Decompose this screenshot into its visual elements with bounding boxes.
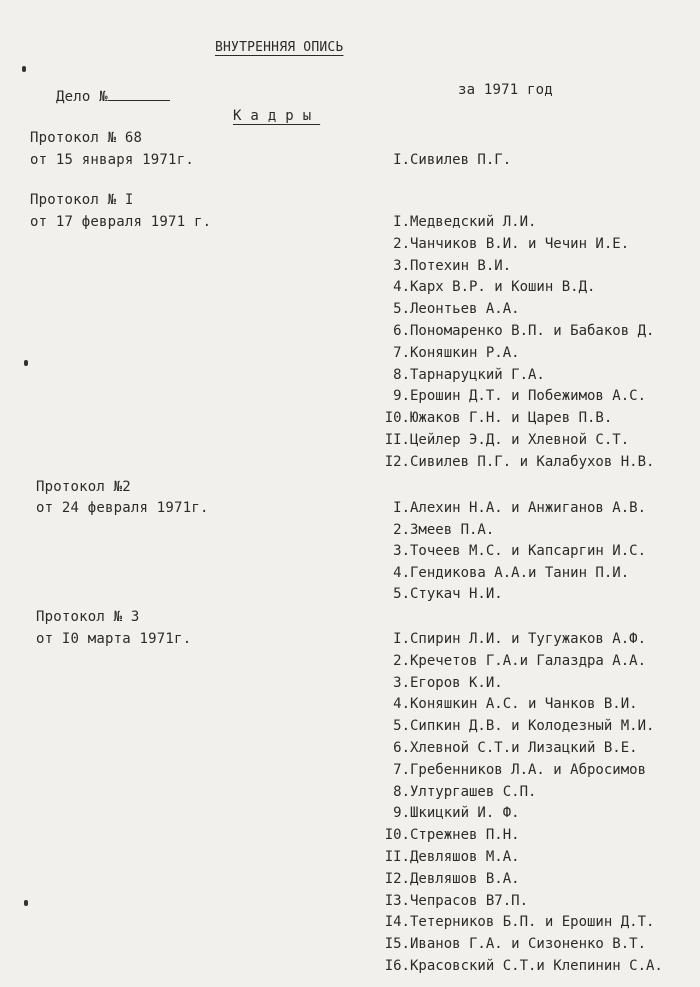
protocol-date: от I0 марта 1971г.	[36, 631, 192, 647]
list-item	[370, 738, 638, 758]
item-text: Южаков Г.Н. и Царев П.В.	[410, 410, 613, 427]
item-text: Алехин Н.А. и Анжиганов А.В.	[410, 500, 647, 516]
item-text: Кречетов Г.А.и Галаздра А.А.	[410, 652, 647, 669]
item-text: Красовский С.Т.и Клепинин С.А.	[410, 958, 663, 974]
item-text: Стукач Н.И.	[410, 586, 503, 603]
list-item	[370, 321, 654, 341]
item-text: Точеев М.С. и Капсаргин И.С.	[410, 543, 647, 560]
punch-mark	[24, 900, 28, 906]
list-item	[370, 847, 520, 867]
item-text: Пономаренко В.П. и Бабаков Д.	[410, 323, 655, 339]
item-text: Сипкин Д.В. и Колодезный М.И.	[410, 718, 655, 735]
item-text: Карх В.Р. и Кошин В.Д.	[410, 279, 596, 296]
list-item	[370, 869, 520, 889]
punch-mark	[22, 66, 26, 72]
item-number: 6.	[393, 323, 410, 339]
list-item	[370, 299, 520, 319]
list-item	[370, 934, 646, 954]
protocol-heading: Протокол № I	[30, 192, 134, 208]
item-number: I2.	[384, 453, 410, 470]
list-item	[370, 584, 503, 604]
list-item	[370, 365, 545, 385]
list-item	[370, 256, 511, 276]
item-number: I0.	[384, 827, 410, 844]
list-item	[370, 408, 612, 428]
item-number: I6.	[384, 958, 410, 974]
item-number: I0.	[384, 410, 410, 427]
list-item	[370, 563, 629, 583]
document-title: ВНУТРЕННЯЯ ОПИСЬ	[215, 40, 344, 55]
list-item	[370, 541, 646, 561]
case-number-blank	[108, 86, 170, 101]
item-text: Девляшов М.А.	[410, 849, 520, 865]
item-number: 8.	[393, 366, 410, 383]
item-text: Гендикова А.А.и Танин П.И.	[410, 564, 630, 581]
item-text: Гребенников Л.А. и Абросимов	[410, 761, 647, 778]
item-number: 3.	[393, 257, 410, 274]
item-number: 3.	[393, 543, 410, 560]
list-item	[370, 629, 646, 649]
list-item	[370, 150, 511, 170]
list-item	[370, 673, 503, 693]
list-item	[370, 760, 646, 780]
item-number: 4.	[393, 696, 410, 713]
protocol-heading: Протокол № 68	[30, 130, 143, 146]
item-number: 3.	[393, 674, 410, 691]
list-item	[370, 716, 654, 736]
protocol-date: от 15 января 1971г.	[30, 152, 194, 168]
item-number: I.	[393, 214, 410, 230]
item-number: II.	[384, 432, 410, 448]
list-item	[370, 520, 494, 540]
item-number: 2.	[393, 521, 410, 538]
item-number: I3.	[384, 892, 410, 909]
item-number: 2.	[393, 235, 410, 252]
list-item	[370, 452, 654, 472]
item-text: Тетерников Б.П. и Ерошин Д.Т.	[410, 914, 655, 931]
item-text: Змеев П.А.	[410, 521, 495, 538]
item-number: 7.	[393, 344, 410, 361]
item-text: Коняшкин Р.А.	[410, 344, 520, 361]
item-text: Медведский Л.И.	[410, 214, 537, 230]
item-text: Ултургашев С.П.	[410, 783, 537, 800]
document-year: за 1971 год	[458, 82, 553, 98]
list-item	[370, 430, 629, 450]
item-number: I2.	[384, 870, 410, 887]
item-number: 5.	[393, 301, 410, 318]
item-text: Леонтьев А.А.	[410, 301, 520, 318]
item-text: Чанчиков В.И. и Чечин И.Е.	[410, 235, 630, 252]
item-text: Стрежнев П.Н.	[410, 827, 520, 844]
list-item	[370, 891, 528, 911]
list-item	[370, 956, 663, 976]
item-number: 5.	[393, 586, 410, 603]
punch-mark	[24, 360, 28, 366]
list-item	[370, 694, 638, 714]
list-item	[370, 498, 646, 518]
item-text: Чепрасов В7.П.	[410, 892, 529, 909]
item-text: Потехин В.И.	[410, 257, 512, 274]
item-text: Егоров К.И.	[410, 674, 503, 691]
item-number: 9.	[393, 388, 410, 405]
item-number: 2.	[393, 652, 410, 669]
item-number: I5.	[384, 936, 410, 953]
list-item	[370, 782, 536, 802]
item-number: 7.	[393, 761, 410, 778]
list-item	[370, 212, 536, 232]
item-text: Шкицкий И. Ф.	[410, 805, 520, 822]
protocol-date: от 17 февраля 1971 г.	[30, 214, 212, 230]
list-item	[370, 825, 520, 845]
list-item	[370, 234, 629, 254]
list-item	[370, 651, 646, 671]
item-text: Цейлер Э.Д. и Хлевной С.Т.	[410, 432, 630, 448]
item-number: I4.	[384, 914, 410, 931]
item-number: I.	[393, 631, 410, 647]
list-item	[370, 343, 520, 363]
item-number: I.	[393, 152, 410, 168]
list-item	[370, 277, 595, 297]
item-number: 9.	[393, 805, 410, 822]
item-text: Тарнаруцкий Г.А.	[410, 366, 545, 383]
section-heading: Кадры	[233, 108, 321, 124]
item-number: 4.	[393, 564, 410, 581]
protocol-heading: Протокол №2	[36, 479, 131, 495]
item-text: Сивилев П.Г. и Калабухов Н.В.	[410, 453, 655, 470]
item-text: Хлевной С.Т.и Лизацкий В.Е.	[410, 740, 638, 756]
item-text: Девляшов В.А.	[410, 870, 520, 887]
case-number-label: Дело №	[56, 89, 108, 105]
item-number: I.	[393, 500, 410, 516]
item-text: Сивилев П.Г.	[410, 152, 512, 168]
protocol-heading: Протокол № 3	[36, 609, 140, 625]
item-number: 4.	[393, 279, 410, 296]
item-text: Иванов Г.А. и Сизоненко В.Т.	[410, 936, 647, 953]
item-text: Спирин Л.И. и Тугужаков А.Ф.	[410, 631, 647, 647]
list-item	[370, 912, 654, 932]
item-text: Ерошин Д.Т. и Побежимов А.С.	[410, 388, 647, 405]
protocol-date: от 24 февраля 1971г.	[36, 500, 209, 516]
item-text: Коняшкин А.С. и Чанков В.И.	[410, 696, 638, 713]
case-number-field	[56, 86, 170, 107]
item-number: 8.	[393, 783, 410, 800]
list-item	[370, 386, 646, 406]
item-number: 5.	[393, 718, 410, 735]
list-item	[370, 803, 520, 823]
item-number: 6.	[393, 740, 410, 756]
item-number: II.	[384, 849, 410, 865]
